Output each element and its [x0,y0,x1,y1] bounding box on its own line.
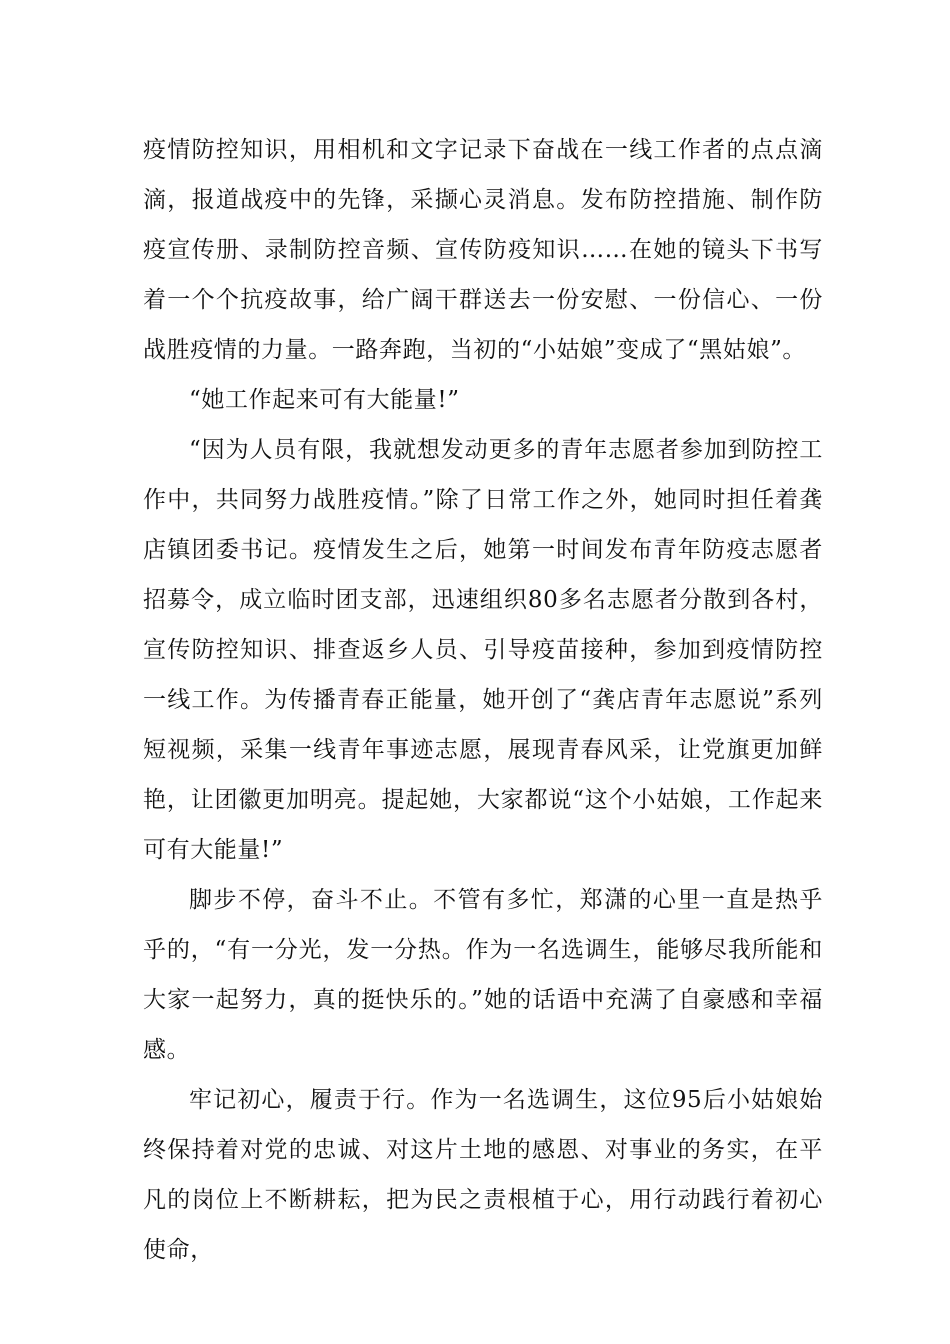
paragraph-original-aspiration: 牢记初心，履责于行。作为一名选调生，这位95后小姑娘始终保持着对党的忠诚、对这片土地的感恩、对事业的务实，在平凡的岗位上不断耕耘，把为民之责根植于心，用行动践行着初心使命， [143,1087,823,1263]
document-body-lower [143,1075,823,1275]
paragraph-subheading-quote: “她工作起来可有大能量!” [189,387,460,413]
document-body-upper [143,125,823,1075]
paragraph-continuation: 疫情防控知识，用相机和文字记录下奋战在一线工作者的点点滴滴，报道战疫中的先锋，采撷心灵消息。发布防控措施、制作防疫宣传册、录制防控音频、宣传防疫知识……在她的镜头下书写着一个个抗疫故事，给广阔干群送去一份安慰、一份信心、一份战胜疫情的力量。一路奔跑，当初的“小姑娘”变成了“黑姑娘”。 [143,137,823,363]
paragraph-keep-going: 脚步不停，奋斗不止。不管有多忙，郑潇的心里一直是热乎乎的，“有一分光，发一分热。作为一名选调生，能够尽我所能和大家一起努力，真的挺快乐的。”她的话语中充满了自豪感和幸福感。 [143,887,823,1063]
paragraph-volunteers: “因为人员有限，我就想发动更多的青年志愿者参加到防控工作中，共同努力战胜疫情。”除了日常工作之外，她同时担任着龚店镇团委书记。疫情发生之后，她第一时间发布青年防疫志愿者招募令，成立临时团支部，迅速组织80多名志愿者分散到各村，宣传防控知识、排查返乡人员、引导疫苗接种，参加到疫情防控一线工作。为传播青春正能量，她开创了“龚店青年志愿说”系列短视频，采集一线青年事迹志愿，展现青春风采，让党旗更加鲜艳，让团徽更加明亮。提起她，大家都说“这个小姑娘，工作起来可有大能量!” [143,437,823,863]
